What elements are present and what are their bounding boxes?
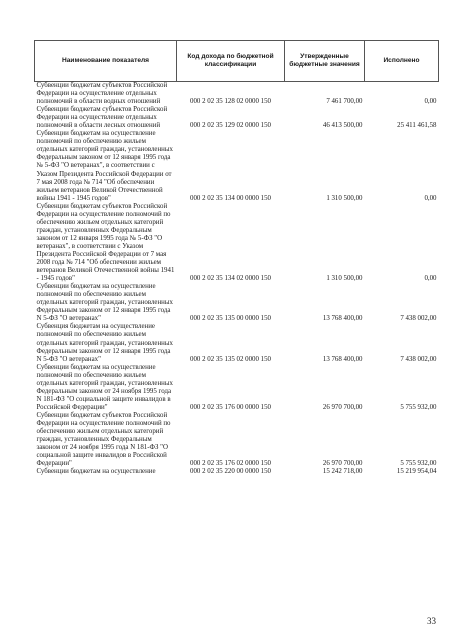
row-name: Субвенции бюджетам на осуществление полномочий по обеспечению жильем отдельных категорий граждан, установленных Федеральным законом от 12 января 1995 года N 5-ФЗ "О ветеранах" <box>36 283 173 323</box>
row-approved: 46 413 500,00 <box>322 122 363 130</box>
row-approved: 26 970 700,00 <box>322 403 363 411</box>
header-approved-values: Утвержденные бюджетные значения <box>285 41 365 82</box>
row-executed: 7 438 002,00 <box>400 355 437 363</box>
table-row <box>35 82 439 107</box>
row-approved: 7 461 700,00 <box>326 98 363 106</box>
row-code: 000 2 02 35 135 02 0000 150 <box>190 355 271 363</box>
row-executed: 15 219 954,04 <box>396 468 437 476</box>
row-code: 000 2 02 35 129 02 0000 150 <box>190 122 271 130</box>
row-approved: 13 768 400,00 <box>322 315 363 323</box>
row-executed: 25 411 461,58 <box>397 122 437 130</box>
table-header <box>35 41 439 82</box>
row-code: 000 2 02 35 128 02 0000 150 <box>190 98 271 106</box>
row-approved: 26 970 700,00 <box>322 460 363 468</box>
header-indicator-name: Наименование показателя <box>35 41 177 82</box>
header-income-code: Код дохода по бюджетной классификации <box>177 41 285 82</box>
row-code: 000 2 02 35 176 00 0000 150 <box>190 403 271 411</box>
row-code: 000 2 02 35 220 00 0000 150 <box>190 468 271 476</box>
row-executed: 0,00 <box>424 275 437 283</box>
row-name: Субвенции бюджетам на осуществление полномочий по обеспечению жильем отдельных категорий граждан, установленных Федеральным законом от 24 ноября 1995 года N 181-ФЗ "О социальной защите инвалидов в Российской Федерации" <box>36 363 173 411</box>
row-approved: 15 242 718,00 <box>322 468 363 476</box>
budget-table <box>34 40 439 476</box>
row-name: Субвенции бюджетам на осуществление полномочий по обеспечению жильем отдельных категорий граждан, установленных Федеральным законом от 12 января 1995 года № 5-ФЗ "О ветеранах", в соответствии с Указом Президента Российской Федерации от 7 мая 2008 года № 714 "Об обеспечении жильем ветеранов Великой Отечественной войны 1941 - 1945 годов" <box>36 130 173 202</box>
table-row <box>35 203 439 283</box>
row-approved: 1 310 500,00 <box>326 275 363 283</box>
table-row <box>35 130 439 202</box>
row-code: 000 2 02 35 134 00 0000 150 <box>190 194 271 202</box>
row-executed: 0,00 <box>424 98 437 106</box>
table-row <box>35 468 439 476</box>
row-code: 000 2 02 35 134 02 0000 150 <box>190 275 271 283</box>
row-code: 000 2 02 35 176 02 0000 150 <box>190 460 271 468</box>
table-row <box>35 364 439 412</box>
page-number: 33 <box>427 616 436 626</box>
row-name: Субвенция бюджетам на осуществление полномочий по обеспечению жильем отдельных категорий граждан, установленных Федеральным законом от 12 января 1995 года N 5-ФЗ "О ветеранах" <box>36 323 173 363</box>
row-executed: 0,00 <box>424 194 437 202</box>
row-name: Субвенции бюджетам субъектов Российской Федерации на осуществление отдельных полномочий в области лесных отношений <box>36 106 168 130</box>
header-executed: Исполнено <box>365 41 439 82</box>
row-executed: 5 755 932,00 <box>400 460 437 468</box>
row-name: Субвенции бюджетам субъектов Российской Федерации на осуществление отдельных полномочий в области водных отношений <box>36 82 168 106</box>
row-name: Субвенции бюджетам субъектов Российской Федерации на осуществление полномочий по обеспечению жильем отдельных категорий граждан, установленных Федеральным законом от 24 ноября 1995 года N 181-ФЗ "О социальной защите инвалидов в Российской Федерации" <box>36 411 171 468</box>
row-approved: 13 768 400,00 <box>322 355 363 363</box>
table-body <box>35 82 439 477</box>
row-approved: 1 310 500,00 <box>326 194 363 202</box>
table-row <box>35 412 439 468</box>
row-executed: 5 755 932,00 <box>400 403 437 411</box>
row-code: 000 2 02 35 135 00 0000 150 <box>190 315 271 323</box>
row-name: Субвенции бюджетам на осуществление <box>36 468 156 476</box>
table-row <box>35 323 439 363</box>
table-row <box>35 283 439 323</box>
row-executed: 7 438 002,00 <box>400 315 437 323</box>
row-name: Субвенции бюджетам субъектов Российской Федерации на осуществление полномочий по обеспечению жильем отдельных категорий граждан, установленных Федеральным законом от 12 января 1995 года № 5-ФЗ "О ветеранах", в соответствии с Указом Президента Российской Федерации от 7 мая 2008 года № 714 "Об обеспечении жильем ветеранов Великой Отечественной войны 1941 - 1945 годов" <box>36 202 175 283</box>
table-row <box>35 106 439 130</box>
